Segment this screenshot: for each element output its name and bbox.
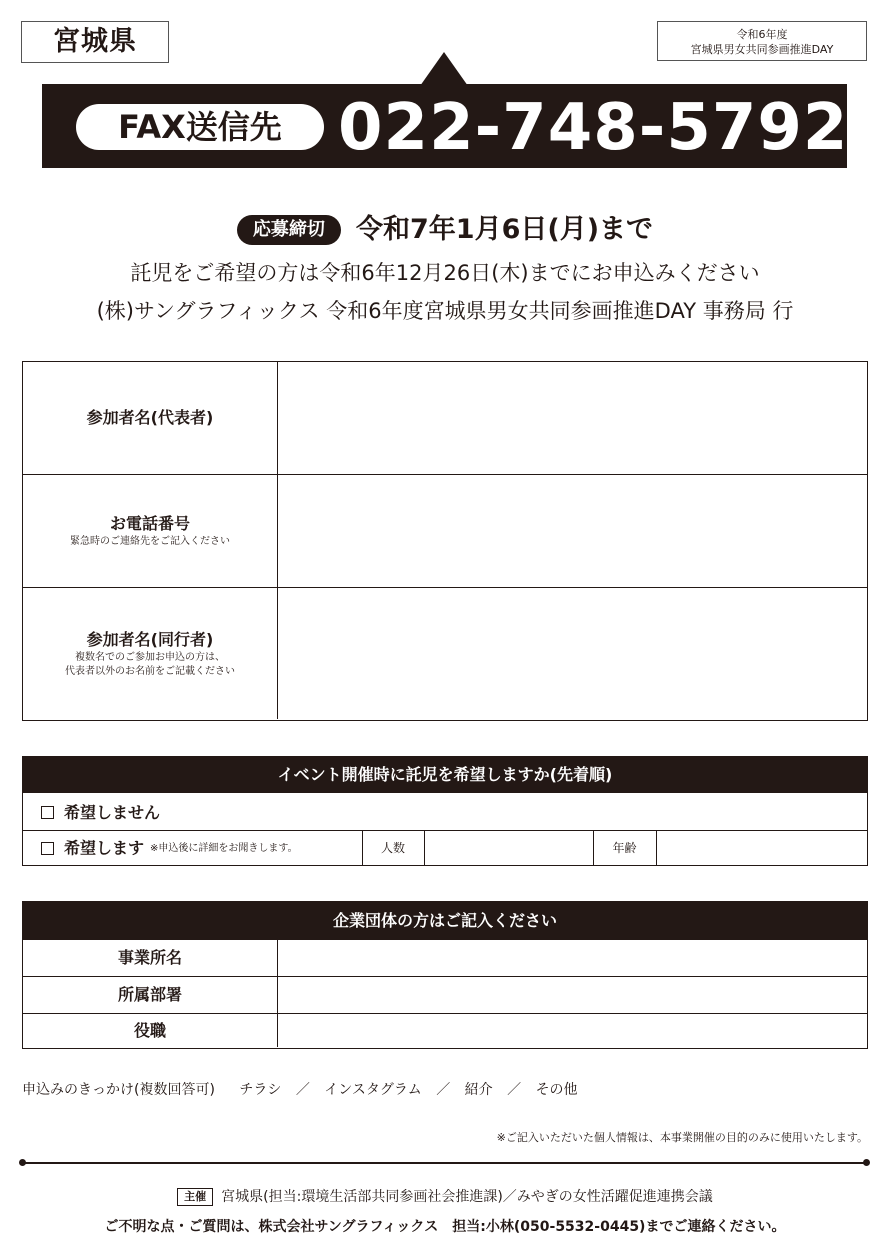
contact-line: ご不明な点・ご質問は、株式会社サングラフィックス 担当:小林(050-5532-0445)までご連絡ください。 [104,1219,786,1235]
companion-name-label: 参加者名(同行者) 複数名でのご参加お申込の方は、 代表者以外のお名前をご記載ください [23,588,278,719]
representative-name-field[interactable] [277,362,867,474]
trigger-separator: ／ [436,1082,451,1098]
fax-label: FAX送信先 [76,104,324,150]
trigger-option-instagram[interactable]: インスタグラム [324,1082,422,1098]
banner-pointer [420,52,468,86]
companion-name-field[interactable] [277,588,867,719]
office-name-label: 事業所名 [23,940,278,976]
corporate-header: 企業団体の方はご記入ください [23,902,867,940]
privacy-note: ※ご記入いただいた個人情報は、本事業開催の目的のみに使用いたします。 [496,1131,868,1144]
office-name-field[interactable] [277,940,867,976]
representative-name-label: 参加者名(代表者) [23,362,278,474]
checkbox-no[interactable] [41,806,54,819]
checkbox-yes[interactable] [41,842,54,855]
department-field[interactable] [277,977,867,1013]
trigger-separator: ／ [507,1082,522,1098]
childcare-notice: 託児をご希望の方は令和6年12月26日(木)までにお申込みください [130,261,760,285]
corporate-section [22,901,868,1049]
trigger-question [22,1080,588,1100]
position-field[interactable] [277,1014,867,1047]
trigger-separator: ／ [295,1082,310,1098]
event-name-box [657,21,867,61]
rule-end-dot [19,1159,26,1166]
option-yes-label: 希望します [64,838,145,858]
recipient-line: (株)サングラフィックス 令和6年度宮城県男女共同参画推進DAY 事務局 行 [96,299,794,323]
host-text: 宮城県(担当:環境生活部共同参画社会推進課)／みやぎの女性活躍促進連携会議 [221,1189,713,1205]
phone-label: お電話番号 緊急時のご連絡先をご記入ください [23,475,278,587]
deadline-row [0,210,890,250]
position-label: 役職 [23,1014,278,1047]
fax-banner [42,84,847,168]
child-age-field[interactable] [657,831,867,865]
trigger-option-flyer[interactable]: チラシ [239,1082,282,1098]
option-yes-note: ※申込後に詳細をお聞きします。 [150,842,298,854]
footer-rule [22,1162,867,1164]
trigger-label: 申込みのきっかけ(複数回答可) [22,1082,215,1098]
option-no-row [41,793,160,830]
deadline-badge: 応募締切 [237,215,341,245]
fax-number: 022-748-5792 [338,91,849,165]
option-no-label: 希望しません [64,803,161,822]
trigger-option-other[interactable]: その他 [535,1082,578,1098]
child-count-label: 人数 [380,841,405,855]
prefecture-label: 宮城県 [21,21,169,63]
deadline-date: 令和7年1月6日(月)まで [356,214,654,245]
trigger-option-referral[interactable]: 紹介 [464,1082,493,1098]
host-badge: 主催 [177,1188,213,1206]
phone-field[interactable] [277,475,867,587]
child-count-field[interactable] [425,831,593,865]
department-label: 所属部署 [23,977,278,1013]
host-row [0,1186,890,1208]
childcare-section [22,756,868,866]
option-yes-row [41,831,298,865]
event-year: 令和6年度 [736,28,788,41]
rule-end-dot [863,1159,870,1166]
child-age-label: 年齢 [612,841,637,855]
event-title: 宮城県男女共同参画推進DAY [690,43,834,56]
childcare-header: イベント開催時に託児を希望しますか(先着順) [23,757,867,793]
participant-form [22,361,868,721]
